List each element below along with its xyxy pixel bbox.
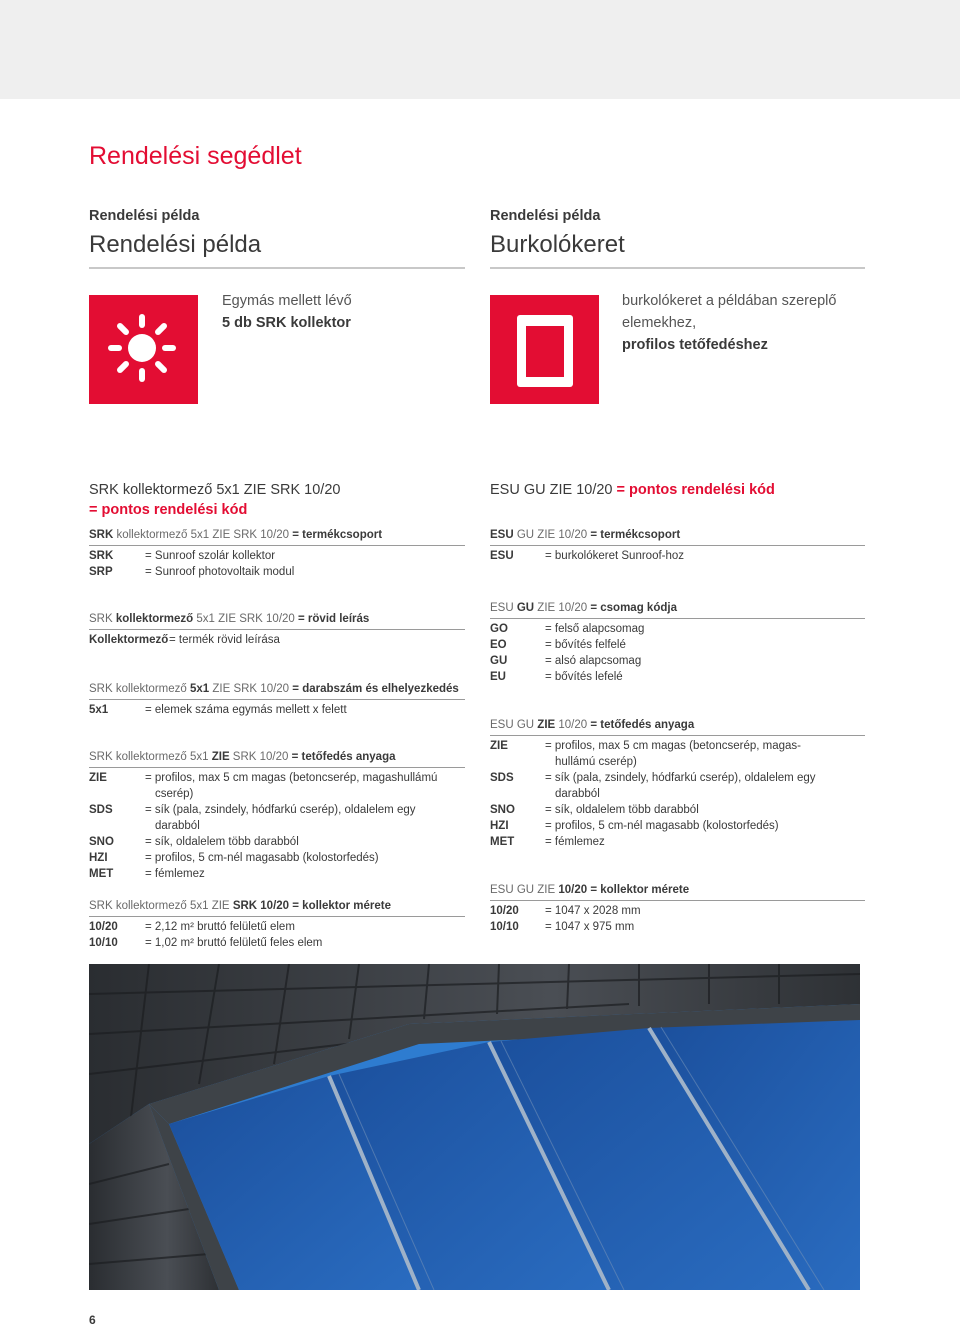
table-row: 10/10 = 1047 x 975 mm — [490, 921, 635, 933]
right-group-rule — [490, 545, 865, 546]
left-roof-subheading: SRK kollektormező 5x1 ZIE SRK 10/20 = tetőfedés anyaga — [89, 751, 396, 763]
table-row: 10/10 = 1,02 m² bruttó felületű feles elem — [89, 937, 323, 949]
right-description — [622, 290, 836, 356]
left-roof-rule — [89, 767, 465, 768]
left-group-subheading: SRK kollektormező 5x1 ZIE SRK 10/20 = termékcsoport — [89, 529, 383, 541]
right-desc-line1: burkolókeret a példában szereplő — [622, 293, 837, 309]
right-pack-rule — [490, 618, 865, 619]
left-small-heading: Rendelési példa — [89, 208, 200, 224]
right-order-code: ESU GU ZIE 10/20 = pontos rendelési kód — [490, 482, 775, 498]
page-number: 6 — [89, 1313, 96, 1327]
table-row: SRP = Sunroof photovoltaik modul — [89, 566, 295, 578]
right-size-subheading: ESU GU ZIE 10/20 = kollektor mérete — [490, 884, 690, 896]
right-heading-rule — [490, 267, 865, 269]
table-row: Kollektormező = termék rövid leírása — [89, 634, 280, 646]
table-row: SRK = Sunroof szolár kollektor — [89, 550, 276, 562]
left-big-heading: Rendelési példa — [89, 231, 262, 258]
table-row: HZI = profilos, 5 cm-nél magasabb (kolostorfedés) — [490, 820, 779, 832]
left-description — [222, 290, 352, 334]
left-group-rule — [89, 545, 465, 546]
right-pack-subheading: ESU GU ZIE 10/20 = csomag kódja — [490, 602, 677, 614]
table-row: SNO = sík, oldalelem több darabból — [490, 804, 699, 816]
right-desc-line2: elemekhez, — [622, 315, 697, 331]
table-row: ZIE = profilos, max 5 cm magas (betoncserép, magas- hullámú cserép) — [490, 740, 801, 768]
table-row: MET = fémlemez — [89, 868, 205, 880]
left-heading-rule — [89, 267, 465, 269]
table-row: EU = bővítés lefelé — [490, 671, 623, 683]
right-size-rule — [490, 900, 865, 901]
table-row: ZIE = profilos, max 5 cm magas (betoncserép, magashullámú cserép) — [89, 772, 438, 800]
table-row: GU = alsó alapcsomag — [490, 655, 642, 667]
table-row: GO = felső alapcsomag — [490, 623, 645, 635]
left-code-line2: = pontos rendelési kód — [89, 502, 248, 518]
page-title: Rendelési segédlet — [89, 142, 302, 170]
right-big-heading: Burkolókeret — [490, 231, 625, 258]
left-count-subheading: SRK kollektormező 5x1 ZIE SRK 10/20 = darabszám és elhelyezkedés — [89, 683, 459, 695]
left-count-rule — [89, 699, 465, 700]
left-size-rule — [89, 916, 465, 917]
table-row: EO = bővítés felfelé — [490, 639, 626, 651]
table-row: 10/20 = 2,12 m² bruttó felületű elem — [89, 921, 295, 933]
left-short-rule — [89, 629, 465, 630]
table-row: ESU = burkolókeret Sunroof-hoz — [490, 550, 685, 562]
right-group-subheading: ESU GU ZIE 10/20 = termékcsoport — [490, 529, 681, 541]
left-size-subheading: SRK kollektormező 5x1 ZIE SRK 10/20 = kollektor mérete — [89, 900, 392, 912]
table-row: SDS = sík (pala, zsindely, hódfarkú cserép), oldalelem egy darabból — [89, 804, 416, 832]
roof-solar-photo — [89, 964, 860, 1290]
right-roof-rule — [490, 735, 865, 736]
left-code-line1: SRK kollektormező 5x1 ZIE SRK 10/20 — [89, 482, 341, 498]
right-roof-subheading: ESU GU ZIE 10/20 = tetőfedés anyaga — [490, 719, 695, 731]
left-desc-line2: 5 db SRK kollektor — [222, 315, 351, 331]
table-row: MET = fémlemez — [490, 836, 605, 848]
table-row: 5x1 = elemek száma egymás mellett x felett — [89, 704, 347, 716]
table-row: SDS = sík (pala, zsindely, hódfarkú cserép), oldalelem egy darabból — [490, 772, 816, 800]
right-small-heading: Rendelési példa — [490, 208, 601, 224]
left-short-subheading: SRK kollektormező 5x1 ZIE SRK 10/20 = rövid leírás — [89, 613, 370, 625]
left-desc-line1: Egymás mellett lévő — [222, 293, 352, 309]
left-order-code — [89, 480, 340, 520]
top-band — [0, 0, 960, 99]
table-row: HZI = profilos, 5 cm-nél magasabb (kolostorfedés) — [89, 852, 379, 864]
frame-icon — [490, 295, 599, 404]
sun-icon — [89, 295, 198, 404]
table-row: 10/20 = 1047 x 2028 mm — [490, 905, 641, 917]
right-desc-line3: profilos tetőfedéshez — [622, 337, 768, 353]
table-row: SNO = sík, oldalelem több darabból — [89, 836, 299, 848]
